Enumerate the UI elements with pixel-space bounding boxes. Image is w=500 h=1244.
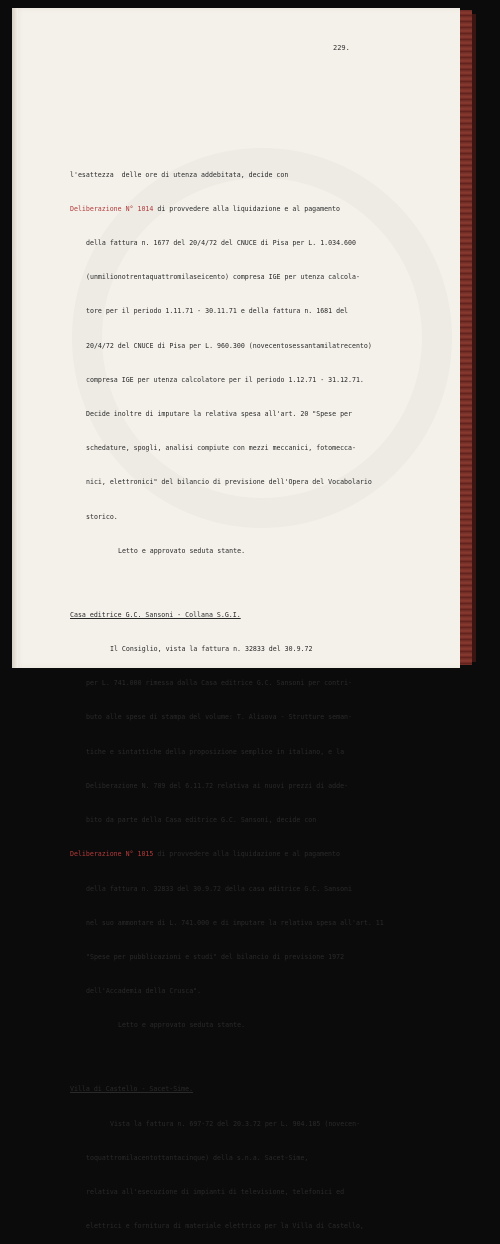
document-body [70, 36, 450, 1244]
p2-line: della fattura n. 32833 del 30.9.72 della casa editrice G.C. Sansoni [86, 884, 352, 893]
p1-line: compresa IGE per utenza calcolatore per il periodo 1.12.71 - 31.12.71. [86, 375, 364, 384]
section-heading: Villa di Castello - Sacet-Sime. [70, 1085, 194, 1094]
p3-line: relativa all'esecuzione di impianti di televisione, telefonici ed [86, 1187, 345, 1196]
deliberation-number: Deliberazione N° 1014 [70, 204, 154, 213]
p1-line: schedature, spogli, analisi compiute con mezzi meccanici, fotomecca- [86, 444, 356, 453]
p3-line: toquattromilacentottantacinque) della s.n.a. Sacet-Sime, [86, 1153, 309, 1162]
p1-line: l'esattezza delle ore di utenza addebitata, decide con [70, 170, 289, 179]
p1-line: tore per il periodo 1.11.71 - 30.11.71 e della fattura n. 1681 del [86, 307, 349, 316]
p1-line: 20/4/72 del CNUCE di Pisa per L. 960.300 (novecentosessantamilatrecento) [86, 341, 372, 350]
p2-line: nel suo ammontare di L. 741.000 e di imputare la relativa spesa all'art. 11 [86, 918, 384, 927]
p3-line: Vista la fattura n. 697-72 del 20.3.72 per L. 904.185 (novecen- [110, 1119, 361, 1128]
p2-line: Deliberazione N. 789 del 6.11.72 relativa ai nuovi prezzi di adde- [86, 781, 349, 790]
p1-line: Deliberazione N° 1014 di provvedere alla liquidazione e al pagamento [70, 204, 340, 213]
p2-line: dell'Accademia della Crusca". [86, 987, 202, 996]
p2-line: per L. 741.000 rimessa dalla Casa editrice G.C. Sansoni per contri- [86, 679, 352, 688]
p2-line: bito da parte della Casa editrice G.C. Sansoni, decide con [86, 816, 317, 825]
p1-line: Decide inoltre di imputare la relativa spesa all'art. 20 "Spese per [86, 410, 352, 419]
approval-note: Letto e approvato seduta stante. [118, 546, 246, 555]
p1-line: storico. [86, 512, 118, 521]
p2-line: "Spese per pubblicazioni e studi" del bilancio di previsione 1972 [86, 952, 345, 961]
p1-line: nici, elettronici" del bilancio di previsione dell'Opera del Vocabolario [86, 478, 372, 487]
p2-line: buto alle spese di stampa del volume: T. Alisova - Strutture seman- [86, 713, 352, 722]
p1-line: della fattura n. 1677 del 20/4/72 del CNUCE di Pisa per L. 1.034.600 [86, 239, 356, 248]
book-cover-edge [472, 14, 476, 662]
p1-line: (unmilionotrentaquattromilaseicento) compresa IGE per utenza calcola- [86, 273, 360, 282]
deliberation-number: Deliberazione N° 1015 [70, 850, 154, 859]
approval-note: Letto e approvato seduta stante. [118, 1021, 246, 1030]
p2-line: Deliberazione N° 1015 di provvedere alla liquidazione e al pagamento [70, 850, 340, 859]
page-gutter [12, 8, 18, 668]
section-heading: Casa editrice G.C. Sansoni - Collana S.G.I. [70, 610, 241, 619]
p3-line: elettrici e fornitura di materiale elettrico per la Villa di Castello, [86, 1222, 364, 1231]
p2-line: tiche e sintattiche della proposizione semplice in italiano, e la [86, 747, 345, 756]
p2-line: Il Consiglio, vista la fattura n. 32833 del 30.9.72 [110, 645, 313, 654]
book-edge [460, 10, 472, 665]
page-number: 229. [333, 44, 350, 52]
